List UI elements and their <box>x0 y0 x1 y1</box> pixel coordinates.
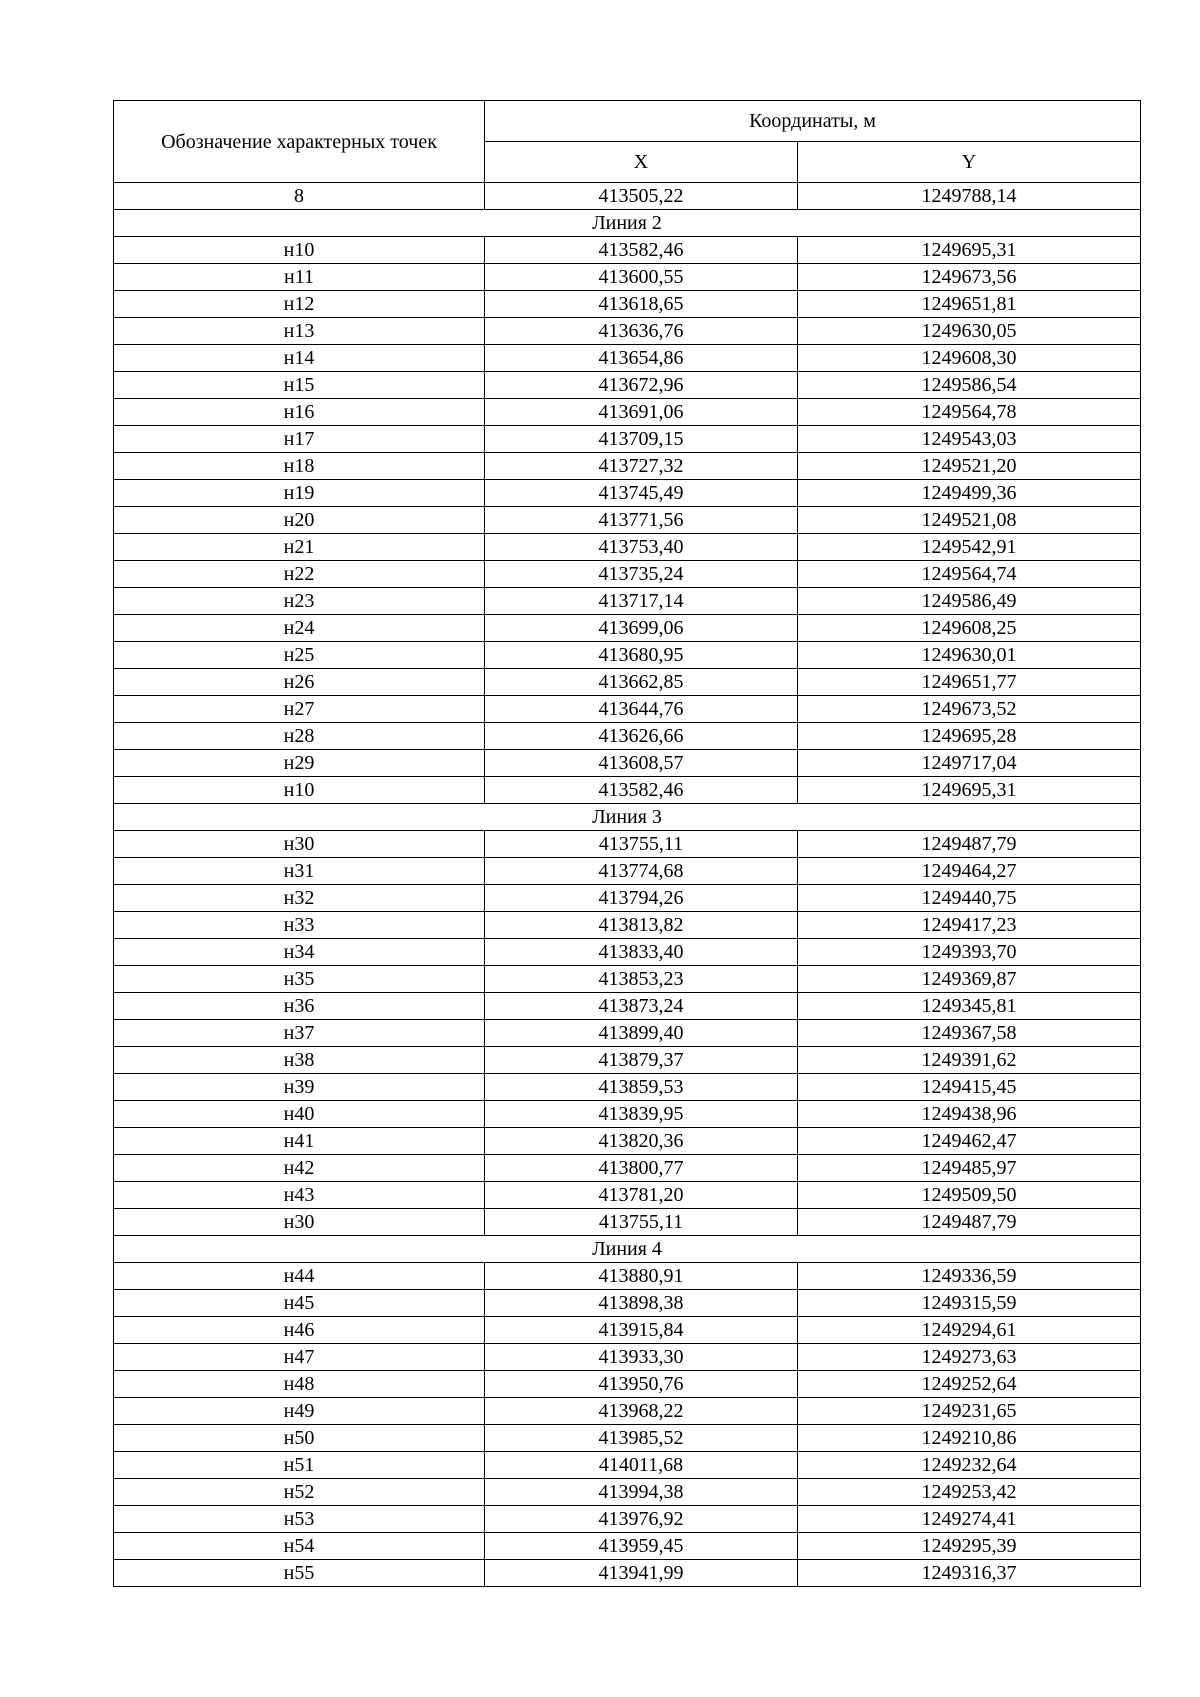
point-cell: н24 <box>114 615 485 642</box>
table-row <box>114 1560 1141 1587</box>
table-row <box>114 696 1141 723</box>
point-cell: н34 <box>114 939 485 966</box>
point-column-header: Обозначение характерных точек <box>114 101 485 183</box>
y-cell: 1249608,25 <box>798 615 1141 642</box>
point-cell: н33 <box>114 912 485 939</box>
x-cell: 413859,53 <box>485 1074 798 1101</box>
y-cell: 1249316,37 <box>798 1560 1141 1587</box>
coordinates-table <box>113 100 1141 1587</box>
x-cell: 413794,26 <box>485 885 798 912</box>
y-cell: 1249695,31 <box>798 237 1141 264</box>
table-row <box>114 966 1141 993</box>
header-row <box>114 101 1141 142</box>
point-cell: н43 <box>114 1182 485 1209</box>
y-cell: 1249651,81 <box>798 291 1141 318</box>
point-cell: н13 <box>114 318 485 345</box>
x-cell: 413608,57 <box>485 750 798 777</box>
y-cell: 1249608,30 <box>798 345 1141 372</box>
x-cell: 413662,85 <box>485 669 798 696</box>
x-cell: 413873,24 <box>485 993 798 1020</box>
point-cell: н26 <box>114 669 485 696</box>
point-cell: н16 <box>114 399 485 426</box>
table-row <box>114 318 1141 345</box>
point-cell: н25 <box>114 642 485 669</box>
point-cell: н15 <box>114 372 485 399</box>
table-row <box>114 480 1141 507</box>
table-row <box>114 615 1141 642</box>
section-title: Линия 3 <box>114 804 1141 831</box>
x-cell: 413839,95 <box>485 1101 798 1128</box>
x-cell: 413691,06 <box>485 399 798 426</box>
y-cell: 1249543,03 <box>798 426 1141 453</box>
table-row <box>114 426 1141 453</box>
table-row <box>114 507 1141 534</box>
x-cell: 413699,06 <box>485 615 798 642</box>
x-cell: 413833,40 <box>485 939 798 966</box>
point-cell: н32 <box>114 885 485 912</box>
point-cell: н42 <box>114 1155 485 1182</box>
y-cell: 1249487,79 <box>798 831 1141 858</box>
point-cell: н35 <box>114 966 485 993</box>
y-cell: 1249417,23 <box>798 912 1141 939</box>
point-cell: н46 <box>114 1317 485 1344</box>
table-row <box>114 1371 1141 1398</box>
section-title: Линия 2 <box>114 210 1141 237</box>
x-cell: 413618,65 <box>485 291 798 318</box>
point-cell: н45 <box>114 1290 485 1317</box>
x-cell: 413933,30 <box>485 1344 798 1371</box>
point-cell: н30 <box>114 831 485 858</box>
x-cell: 413735,24 <box>485 561 798 588</box>
point-cell: н30 <box>114 1209 485 1236</box>
x-cell: 413813,82 <box>485 912 798 939</box>
x-cell: 413753,40 <box>485 534 798 561</box>
point-cell: н12 <box>114 291 485 318</box>
x-cell: 413626,66 <box>485 723 798 750</box>
point-cell: н19 <box>114 480 485 507</box>
table-row <box>114 534 1141 561</box>
point-cell: н22 <box>114 561 485 588</box>
x-cell: 413968,22 <box>485 1398 798 1425</box>
point-cell: н23 <box>114 588 485 615</box>
y-column-header: Y <box>798 142 1141 183</box>
x-cell: 413600,55 <box>485 264 798 291</box>
y-cell: 1249367,58 <box>798 1020 1141 1047</box>
table-row <box>114 291 1141 318</box>
x-cell: 413654,86 <box>485 345 798 372</box>
point-cell: н38 <box>114 1047 485 1074</box>
y-cell: 1249273,63 <box>798 1344 1141 1371</box>
x-cell: 413709,15 <box>485 426 798 453</box>
table-row <box>114 777 1141 804</box>
table-row <box>114 1452 1141 1479</box>
point-cell: н11 <box>114 264 485 291</box>
table-row <box>114 669 1141 696</box>
table-row <box>114 885 1141 912</box>
y-cell: 1249252,64 <box>798 1371 1141 1398</box>
x-cell: 413771,56 <box>485 507 798 534</box>
table-row <box>114 1425 1141 1452</box>
x-cell: 413636,76 <box>485 318 798 345</box>
point-cell: н41 <box>114 1128 485 1155</box>
table-row <box>114 858 1141 885</box>
table-row <box>114 372 1141 399</box>
table-row <box>114 588 1141 615</box>
y-cell: 1249345,81 <box>798 993 1141 1020</box>
table-row <box>114 1155 1141 1182</box>
table-row <box>114 1047 1141 1074</box>
table-row <box>114 993 1141 1020</box>
section-row <box>114 1236 1141 1263</box>
table-row <box>114 723 1141 750</box>
x-cell: 413941,99 <box>485 1560 798 1587</box>
point-cell: н36 <box>114 993 485 1020</box>
x-cell: 413994,38 <box>485 1479 798 1506</box>
x-cell: 413755,11 <box>485 831 798 858</box>
table-row <box>114 1020 1141 1047</box>
y-cell: 1249232,64 <box>798 1452 1141 1479</box>
x-cell: 413755,11 <box>485 1209 798 1236</box>
table-row <box>114 831 1141 858</box>
point-cell: н20 <box>114 507 485 534</box>
table-row <box>114 1128 1141 1155</box>
y-cell: 1249253,42 <box>798 1479 1141 1506</box>
table-row <box>114 399 1141 426</box>
y-cell: 1249464,27 <box>798 858 1141 885</box>
table-row <box>114 345 1141 372</box>
y-cell: 1249717,04 <box>798 750 1141 777</box>
y-cell: 1249630,05 <box>798 318 1141 345</box>
y-cell: 1249369,87 <box>798 966 1141 993</box>
table-row <box>114 453 1141 480</box>
y-cell: 1249586,54 <box>798 372 1141 399</box>
x-cell: 413899,40 <box>485 1020 798 1047</box>
table-row <box>114 1209 1141 1236</box>
x-column-header: X <box>485 142 798 183</box>
y-cell: 1249542,91 <box>798 534 1141 561</box>
table-row <box>114 1533 1141 1560</box>
point-cell: н10 <box>114 777 485 804</box>
y-cell: 1249499,36 <box>798 480 1141 507</box>
y-cell: 1249564,74 <box>798 561 1141 588</box>
table-body <box>114 183 1141 1587</box>
x-cell: 413774,68 <box>485 858 798 885</box>
point-cell: н44 <box>114 1263 485 1290</box>
y-cell: 1249440,75 <box>798 885 1141 912</box>
point-cell: 8 <box>114 183 485 210</box>
y-cell: 1249393,70 <box>798 939 1141 966</box>
x-cell: 413727,32 <box>485 453 798 480</box>
table-header <box>114 101 1141 183</box>
y-cell: 1249788,14 <box>798 183 1141 210</box>
table-row <box>114 183 1141 210</box>
table-row <box>114 1290 1141 1317</box>
point-cell: н48 <box>114 1371 485 1398</box>
y-cell: 1249231,65 <box>798 1398 1141 1425</box>
table-row <box>114 1101 1141 1128</box>
x-cell: 413915,84 <box>485 1317 798 1344</box>
section-title: Линия 4 <box>114 1236 1141 1263</box>
point-cell: н37 <box>114 1020 485 1047</box>
x-cell: 413582,46 <box>485 777 798 804</box>
x-cell: 413853,23 <box>485 966 798 993</box>
x-cell: 413717,14 <box>485 588 798 615</box>
y-cell: 1249438,96 <box>798 1101 1141 1128</box>
point-cell: н14 <box>114 345 485 372</box>
y-cell: 1249673,56 <box>798 264 1141 291</box>
y-cell: 1249462,47 <box>798 1128 1141 1155</box>
x-cell: 413745,49 <box>485 480 798 507</box>
table-row <box>114 1479 1141 1506</box>
y-cell: 1249485,97 <box>798 1155 1141 1182</box>
point-cell: н21 <box>114 534 485 561</box>
table-row <box>114 642 1141 669</box>
x-cell: 413985,52 <box>485 1425 798 1452</box>
point-cell: н29 <box>114 750 485 777</box>
point-cell: н47 <box>114 1344 485 1371</box>
point-cell: н52 <box>114 1479 485 1506</box>
section-row <box>114 210 1141 237</box>
y-cell: 1249586,49 <box>798 588 1141 615</box>
table-row <box>114 1506 1141 1533</box>
y-cell: 1249210,86 <box>798 1425 1141 1452</box>
table-row <box>114 1398 1141 1425</box>
coordinates-group-header: Координаты, м <box>485 101 1141 142</box>
y-cell: 1249415,45 <box>798 1074 1141 1101</box>
point-cell: н55 <box>114 1560 485 1587</box>
point-cell: н54 <box>114 1533 485 1560</box>
point-cell: н17 <box>114 426 485 453</box>
y-cell: 1249695,28 <box>798 723 1141 750</box>
x-cell: 413898,38 <box>485 1290 798 1317</box>
x-cell: 413800,77 <box>485 1155 798 1182</box>
y-cell: 1249521,08 <box>798 507 1141 534</box>
point-cell: н39 <box>114 1074 485 1101</box>
point-cell: н53 <box>114 1506 485 1533</box>
table-row <box>114 1182 1141 1209</box>
point-cell: н28 <box>114 723 485 750</box>
table-row <box>114 750 1141 777</box>
table-row <box>114 1344 1141 1371</box>
y-cell: 1249521,20 <box>798 453 1141 480</box>
table-row <box>114 1074 1141 1101</box>
x-cell: 413879,37 <box>485 1047 798 1074</box>
point-cell: н27 <box>114 696 485 723</box>
x-cell: 413582,46 <box>485 237 798 264</box>
point-cell: н18 <box>114 453 485 480</box>
table-row <box>114 912 1141 939</box>
y-cell: 1249315,59 <box>798 1290 1141 1317</box>
x-cell: 413781,20 <box>485 1182 798 1209</box>
y-cell: 1249294,61 <box>798 1317 1141 1344</box>
x-cell: 413820,36 <box>485 1128 798 1155</box>
y-cell: 1249695,31 <box>798 777 1141 804</box>
point-cell: н49 <box>114 1398 485 1425</box>
table-row <box>114 1317 1141 1344</box>
x-cell: 413505,22 <box>485 183 798 210</box>
y-cell: 1249651,77 <box>798 669 1141 696</box>
x-cell: 413976,92 <box>485 1506 798 1533</box>
point-cell: н51 <box>114 1452 485 1479</box>
x-cell: 414011,68 <box>485 1452 798 1479</box>
table-row <box>114 939 1141 966</box>
table-row <box>114 237 1141 264</box>
point-cell: н31 <box>114 858 485 885</box>
y-cell: 1249391,62 <box>798 1047 1141 1074</box>
section-row <box>114 804 1141 831</box>
point-cell: н10 <box>114 237 485 264</box>
x-cell: 413959,45 <box>485 1533 798 1560</box>
x-cell: 413672,96 <box>485 372 798 399</box>
y-cell: 1249487,79 <box>798 1209 1141 1236</box>
table-row <box>114 264 1141 291</box>
x-cell: 413680,95 <box>485 642 798 669</box>
table-row <box>114 561 1141 588</box>
y-cell: 1249509,50 <box>798 1182 1141 1209</box>
x-cell: 413880,91 <box>485 1263 798 1290</box>
y-cell: 1249564,78 <box>798 399 1141 426</box>
y-cell: 1249673,52 <box>798 696 1141 723</box>
y-cell: 1249295,39 <box>798 1533 1141 1560</box>
x-cell: 413950,76 <box>485 1371 798 1398</box>
y-cell: 1249630,01 <box>798 642 1141 669</box>
table-row <box>114 1263 1141 1290</box>
point-cell: н40 <box>114 1101 485 1128</box>
point-cell: н50 <box>114 1425 485 1452</box>
y-cell: 1249274,41 <box>798 1506 1141 1533</box>
y-cell: 1249336,59 <box>798 1263 1141 1290</box>
x-cell: 413644,76 <box>485 696 798 723</box>
